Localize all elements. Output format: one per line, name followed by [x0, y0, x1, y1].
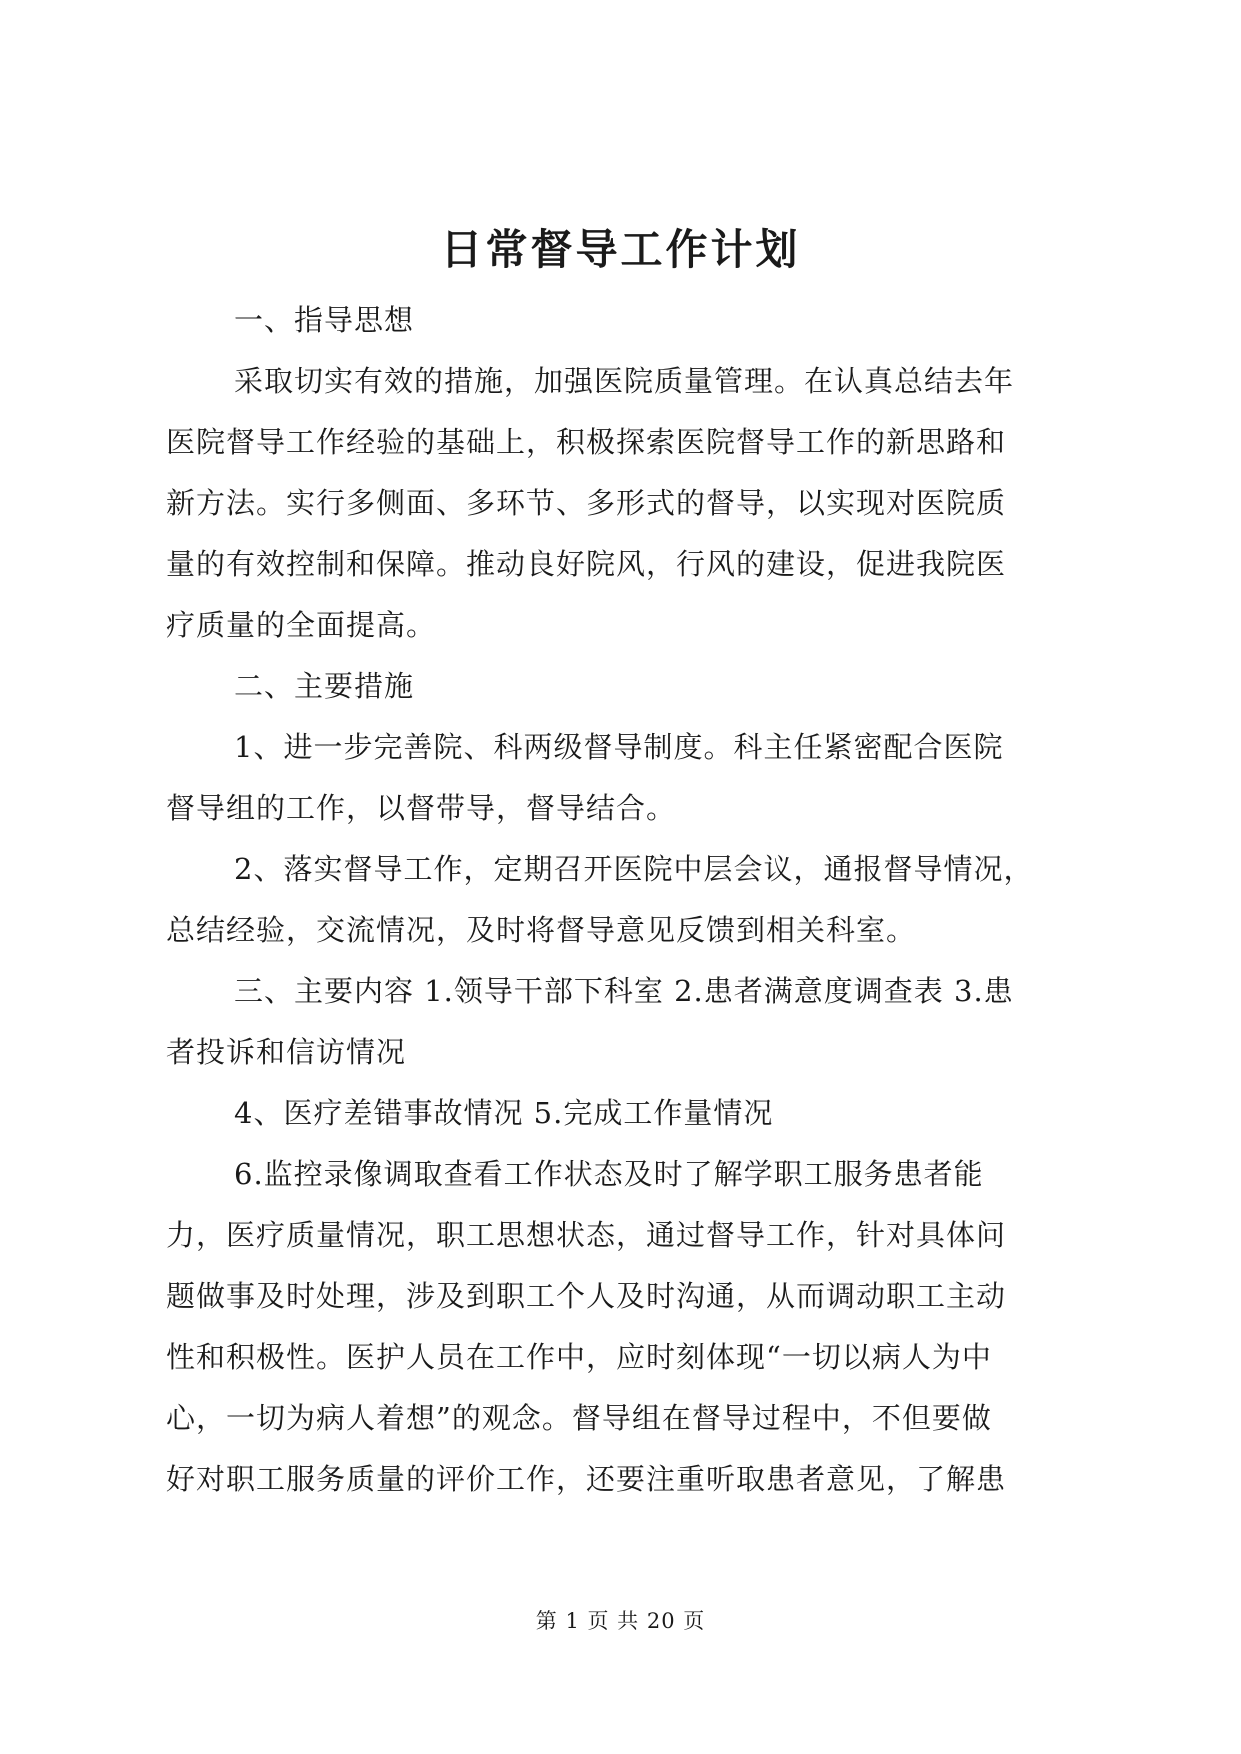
- paragraph-line: 4、医疗差错事故情况 5.完成工作量情况: [234, 1096, 774, 1130]
- paragraph-line: 性和积极性。医护人员在工作中，应时刻体现“一切以病人为中: [166, 1340, 992, 1374]
- paragraph-line: 力，医疗质量情况，职工思想状态，通过督导工作，针对具体问: [166, 1218, 1007, 1252]
- page-footer: 第 1 页 共 20 页: [535, 1609, 706, 1633]
- paragraph-line: 督导组的工作，以督带导，督导结合。: [166, 791, 677, 825]
- paragraph-line: 1、进一步完善院、科两级督导制度。科主任紧密配合医院: [234, 730, 1004, 764]
- paragraph-line: 题做事及时处理，涉及到职工个人及时沟通，从而调动职工主动: [166, 1279, 1007, 1313]
- paragraph-line: 6.监控录像调取查看工作状态及时了解学职工服务患者能: [234, 1157, 984, 1191]
- paragraph-line: 者投诉和信访情况: [166, 1035, 407, 1069]
- paragraph-line: 总结经验，交流情况，及时将督导意见反馈到相关科室。: [166, 913, 917, 947]
- section-heading-main-content: 三、主要内容 1.领导干部下科室 2.患者满意度调查表 3.患: [234, 974, 1014, 1008]
- paragraph-line: 采取切实有效的措施，加强医院质量管理。在认真总结去年: [234, 364, 1015, 398]
- paragraph-line: 心，一切为病人着想”的观念。督导组在督导过程中，不但要做: [166, 1401, 992, 1435]
- section-heading-main-measures: 二、主要措施: [234, 669, 415, 703]
- section-heading-guiding-ideology: 一、指导思想: [234, 303, 415, 337]
- paragraph-line: 量的有效控制和保障。推动良好院风，行风的建设，促进我院医: [166, 547, 1007, 581]
- paragraph-line: 医院督导工作经验的基础上，积极探索医院督导工作的新思路和: [166, 425, 1007, 459]
- paragraph-line: 新方法。实行多侧面、多环节、多形式的督导，以实现对医院质: [166, 486, 1007, 520]
- paragraph-line: 疗质量的全面提高。: [166, 608, 437, 642]
- document-title: 日常督导工作计划: [440, 225, 801, 274]
- document-body: [166, 290, 1078, 1510]
- paragraph-line: 2、落实督导工作，定期召开医院中层会议，通报督导情况，: [234, 852, 1034, 886]
- paragraph-line: 好对职工服务质量的评价工作，还要注重听取患者意见，了解患: [166, 1462, 1007, 1496]
